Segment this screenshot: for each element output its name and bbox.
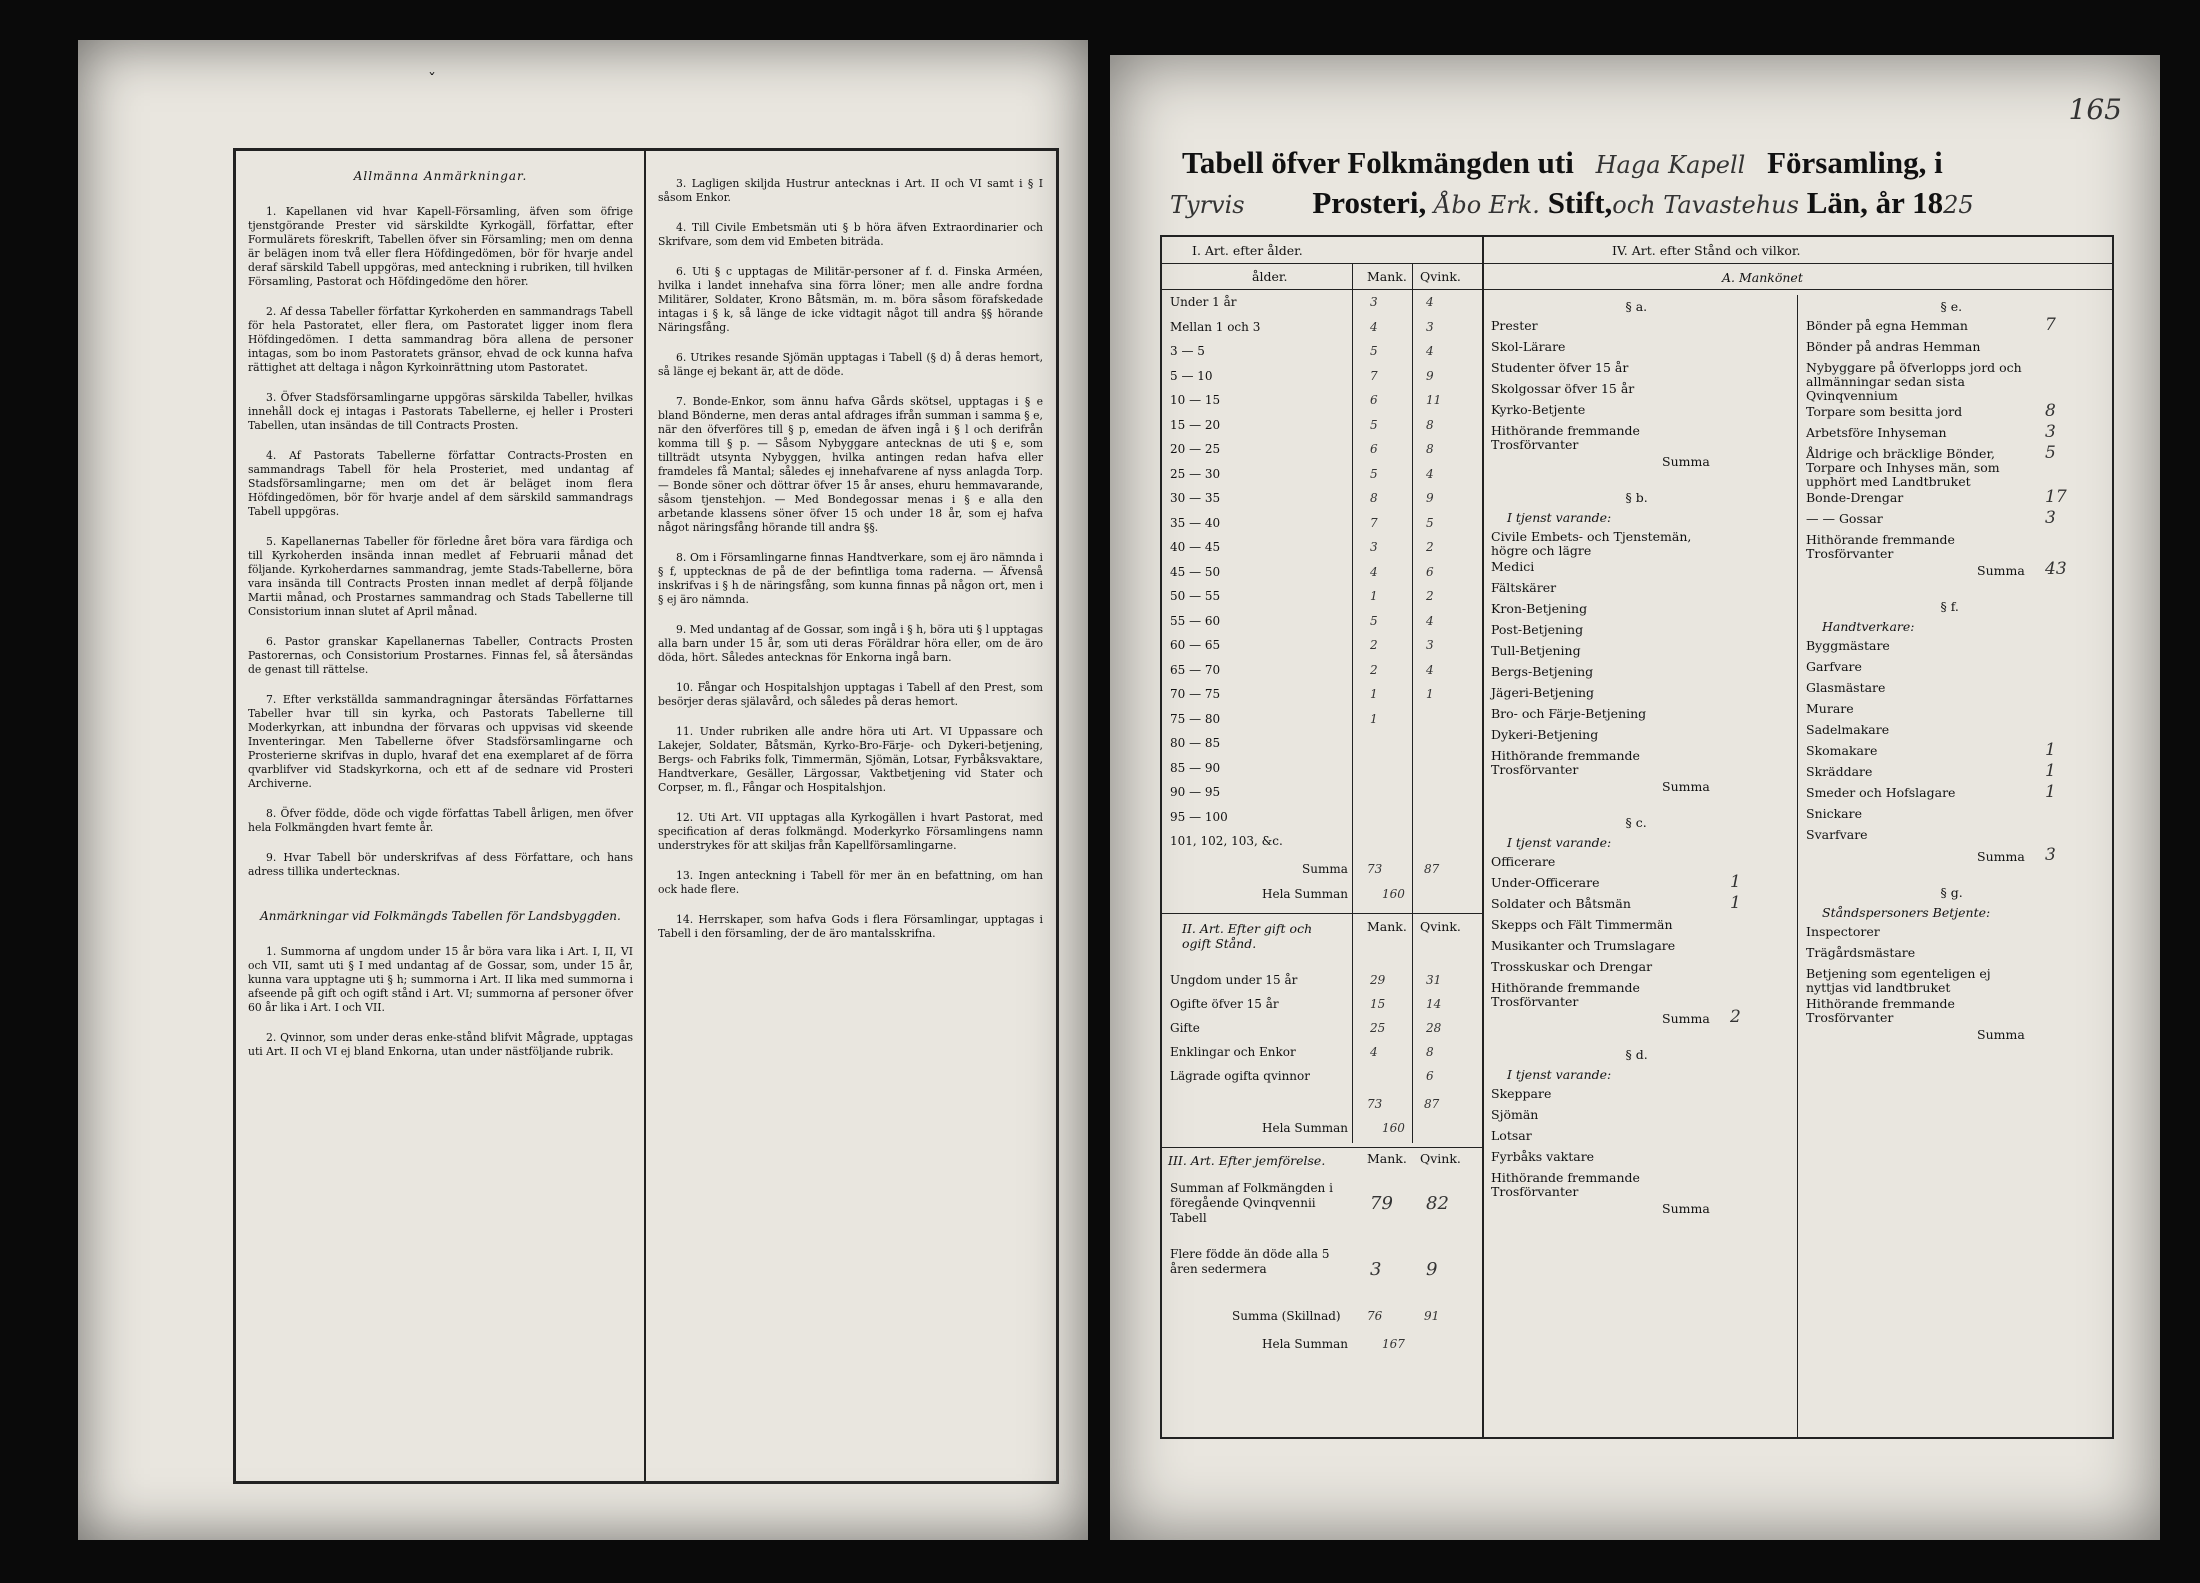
- section-d-item: Hithörande fremmande Trosförvanter: [1491, 1170, 1640, 1199]
- section-e-item: Hithörande fremmande Trosförvanter: [1806, 532, 1955, 561]
- age-row: [1170, 491, 1480, 513]
- title-parish-suffix: Församling, i: [1767, 145, 1943, 180]
- age-label: 70 — 75: [1170, 687, 1221, 701]
- deanery-label: Prosteri,: [1312, 185, 1427, 220]
- art4-title: IV. Art. efter Stånd och vilkor.: [1612, 243, 1801, 258]
- section-f-title: § f.: [1940, 599, 1959, 614]
- male-count: 4: [1370, 1045, 1378, 1059]
- male-count: 5: [1370, 466, 1378, 481]
- section-d-subtitle: I tjenst varande:: [1507, 1067, 1612, 1082]
- section-a-item: Studenter öfver 15 år: [1491, 360, 1629, 375]
- section-e-value: 5: [2045, 443, 2056, 463]
- section-e-title: § e.: [1940, 299, 1963, 314]
- section-f-item: Glasmästare: [1806, 680, 1886, 695]
- age-label: 10 — 15: [1170, 393, 1221, 407]
- notes-column-left: [248, 151, 633, 1075]
- section-g-subtitle: Ståndspersoners Betjente:: [1822, 905, 1991, 920]
- table-title-line-1: [1182, 145, 1943, 181]
- section-e-value: 7: [2045, 315, 2056, 335]
- art4-sub-line: [1482, 289, 2112, 290]
- general-notes: [248, 205, 633, 879]
- note-continued-7: 9. Med undantag af de Gossar, som ingå i § h, böra uti § l upptagas alla barn under 15 år, som uti deras Föräldrar höra eller, om de äro döda, hört. Således antecknas för Enkorna ingå barn.: [658, 623, 1043, 664]
- art1-hela-label: Hela Summan: [1262, 887, 1348, 901]
- art3-summa-male: 76: [1367, 1309, 1383, 1323]
- major-divider: [1482, 237, 1484, 1437]
- age-row: [1170, 614, 1480, 636]
- section-g-item: Trägårdsmästare: [1806, 945, 1916, 960]
- male-count: 25: [1370, 1021, 1386, 1035]
- note-continued-10: 12. Uti Art. VII upptagas alla Kyrkogällen i hvart Pastorat, med specification af deras folkmängd. Moderkyrko Församlingens namn understrykes för att skiljas från Kapellförsamlingarne.: [658, 811, 1043, 852]
- section-a-item: Kyrko-Betjente: [1491, 402, 1586, 417]
- age-label: 3 — 5: [1170, 344, 1205, 358]
- female-count: 31: [1426, 973, 1442, 987]
- note-continued-8: 10. Fångar och Hospitalshjon upptagas i Tabell af den Prest, som besörjer deras själavård, och således på deras hemort.: [658, 681, 1043, 708]
- section-g-item: Inspectorer: [1806, 924, 1880, 939]
- art2-title: II. Art. Efter gift och ogift Stånd.: [1182, 921, 1313, 951]
- female-count: 9: [1426, 1259, 1438, 1280]
- section-d-item: Skeppare: [1491, 1086, 1552, 1101]
- section-b-item: Jägeri-Betjening: [1491, 685, 1595, 700]
- section-c-item: Musikanter och Trumslagare: [1491, 938, 1676, 953]
- comparison-label: Summan af Folkmängden i föregående Qvinqvennii Tabell: [1170, 1181, 1333, 1225]
- section-e-item: Arbetsföre Inhyseman: [1806, 425, 1947, 440]
- section-a-title: § a.: [1625, 299, 1648, 314]
- section-g-summa-label: Summa: [1977, 1027, 2025, 1042]
- general-note-1: 1. Kapellanen vid hvar Kapell-Församling, äfven som öfrige tjenstgörande Prester vid särskildte Kyrkogäll, författar, efter Formulärets föreskrift, Tabellen öfver sin Församling; men om denna är belägen inom två eller flera Höfdingedömen, bör för hvarje andel deraf särskild Tabell uppgöras, med anteckning i rubriken, till hvilken Församling, Pastorat och Höfdingedöme den hörer.: [248, 205, 633, 288]
- age-label: 30 — 35: [1170, 491, 1221, 505]
- note-continued-9: 11. Under rubriken alle andre höra uti Art. VI Uppassare och Lakejer, Soldater, Båtsmän, Kyrko-Bro-Färje- och Dykeri-betjening, Bergs- och Fabriks folk, Timmermän, Sjömän, Lotsar, Fyrbåksvaktare, Handtverkare, Gesäller, Lärgossar, Vaktbetjening vid Stater och Corpser, m. fl., Fångar och Hospitalshjon.: [658, 725, 1043, 794]
- section-b-item: Post-Betjening: [1491, 622, 1584, 637]
- section-b-item: Bergs-Betjening: [1491, 664, 1594, 679]
- section-a-item: Hithörande fremmande Trosförvanter: [1491, 423, 1640, 452]
- age-row: [1170, 663, 1480, 685]
- female-count: 8: [1426, 442, 1434, 456]
- section-a-summa-label: Summa: [1662, 454, 1710, 469]
- section-c-summa-label: Summa: [1662, 1011, 1710, 1026]
- age-label: Mellan 1 och 3: [1170, 319, 1261, 334]
- general-note-6: 6. Pastor granskar Kapellanernas Tabeller, Contracts Prosten Pastorernas, och Consistorium Prostarnes. Finnas fel, så återsändas de genast till rättelse.: [248, 635, 633, 676]
- age-row: [1170, 393, 1480, 415]
- section-d-item: Sjömän: [1491, 1107, 1539, 1122]
- age-label: 35 — 40: [1170, 515, 1221, 530]
- female-count: 3: [1426, 638, 1434, 652]
- age-row: [1170, 418, 1480, 440]
- year-value: 25: [1943, 191, 1974, 219]
- age-row: [1170, 442, 1480, 464]
- age-row: [1170, 516, 1480, 538]
- diocese-label: Stift,: [1547, 185, 1613, 220]
- art2-hela-label: Hela Summan: [1262, 1121, 1348, 1135]
- note-continued-6: 8. Om i Församlingarne finnas Handtverkare, som ej äro nämnda i § f, upptecknas de på de der befintliga toma raderna. — Äfvenså inskrifvas i § h de näringsfång, som kunna finnas på någon ort, men i § ej äro nämnda.: [658, 551, 1043, 606]
- section-c-item: Officerare: [1491, 854, 1556, 869]
- female-count: 4: [1426, 662, 1434, 677]
- male-count: 2: [1370, 638, 1378, 652]
- section-b-item: Kron-Betjening: [1491, 601, 1588, 616]
- notes-frame: [233, 148, 1059, 1484]
- male-count: 1: [1370, 687, 1378, 701]
- note-continued-4: 6. Utrikes resande Sjömän upptagas i Tabell (§ d) å deras hemort, så länge ej bekant är, att de döde.: [658, 351, 1043, 378]
- section-b-subtitle: I tjenst varande:: [1507, 510, 1612, 525]
- male-count: 1: [1370, 589, 1378, 603]
- female-count: 6: [1426, 564, 1434, 579]
- art1-line: [1162, 263, 1482, 264]
- section-e-item: — — Gossar: [1806, 511, 1883, 526]
- parish-name: Haga Kapell: [1595, 151, 1746, 179]
- age-label: Under 1 år: [1170, 295, 1237, 309]
- section-f-item: Murare: [1806, 701, 1854, 716]
- art1-line-2: [1162, 289, 1482, 290]
- art1-hela-row: [1162, 887, 1482, 909]
- section-f-summa-label: Summa: [1977, 849, 2025, 864]
- section-e-item: Bonde-Drengar: [1806, 490, 1904, 505]
- age-row: [1170, 638, 1480, 660]
- age-row: [1170, 589, 1480, 611]
- page-number: 165: [2068, 93, 2122, 126]
- male-count: 3: [1370, 540, 1378, 554]
- male-count: 7: [1370, 515, 1378, 530]
- county-name: och Tavastehus: [1612, 191, 1799, 219]
- age-label: 95 — 100: [1170, 809, 1228, 824]
- section-e-value: 3: [2045, 422, 2056, 442]
- section-f-item: Smeder och Hofslagare: [1806, 785, 1956, 800]
- age-row: [1170, 736, 1480, 758]
- section-d-item: Fyrbåks vaktare: [1491, 1149, 1595, 1164]
- art2-hela-row: [1162, 1121, 1482, 1143]
- male-count: 4: [1370, 319, 1378, 334]
- art2-hela-value: 160: [1382, 1121, 1405, 1135]
- column-divider: [644, 151, 646, 1481]
- section-c-value: 1: [1730, 893, 1741, 913]
- female-count: 1: [1426, 687, 1434, 701]
- section-b-item: Tull-Betjening: [1491, 643, 1581, 658]
- section-f-item: Sadelmakare: [1806, 722, 1890, 737]
- marital-row: [1170, 1045, 1480, 1067]
- section-b-summa-label: Summa: [1662, 779, 1710, 794]
- art1-summa-label: Summa: [1302, 862, 1348, 876]
- section-f-value: 1: [2045, 761, 2056, 781]
- section-f-value: 1: [2045, 740, 2056, 760]
- female-count: 9: [1426, 368, 1434, 383]
- female-count: 82: [1426, 1193, 1449, 1214]
- age-row: [1170, 687, 1480, 709]
- section-b-title: § b.: [1625, 490, 1648, 505]
- art1-summa-male: 73: [1367, 862, 1383, 876]
- art4-subtitle: A. Mankönet: [1722, 270, 1803, 285]
- male-count: 29: [1370, 973, 1386, 987]
- section-a-item: Skol-Lärare: [1491, 339, 1566, 354]
- male-count: 79: [1370, 1193, 1393, 1214]
- art2-female-header: Qvink.: [1420, 919, 1461, 934]
- female-count: 4: [1426, 466, 1434, 481]
- age-row: [1170, 565, 1480, 587]
- section-d-item: Lotsar: [1491, 1128, 1532, 1143]
- age-label: 90 — 95: [1170, 785, 1221, 799]
- female-count: 3: [1426, 319, 1434, 334]
- general-note-3: 3. Öfver Stadsförsamlingarne uppgöras särskilda Tabeller, hvilkas innehåll dock ej intagas i Pastorats Tabellerne, ej heller i Prosteri Tabellen, utan insändas de till Contracts Prosten.: [248, 391, 633, 432]
- age-row: [1170, 344, 1480, 366]
- art2-summa-male: 73: [1367, 1097, 1383, 1111]
- age-label: 40 — 45: [1170, 540, 1221, 554]
- marital-label: Gifte: [1170, 1021, 1200, 1035]
- section-c-item: Trosskuskar och Drengar: [1491, 959, 1653, 974]
- note-continued-1: 3. Lagligen skiljda Hustrur antecknas i Art. II och VI samt i § I såsom Enkor.: [658, 177, 1043, 204]
- art1-hela-value: 160: [1382, 887, 1405, 901]
- age-label: 45 — 50: [1170, 564, 1221, 579]
- male-count: 4: [1370, 564, 1378, 579]
- art3-hela-row: [1162, 1337, 1482, 1359]
- diocese-name: Åbo Erk.: [1434, 191, 1540, 219]
- section-b-item: Hithörande fremmande Trosförvanter: [1491, 748, 1640, 777]
- male-count: 7: [1370, 368, 1378, 383]
- section-f-item: Garfvare: [1806, 659, 1862, 674]
- general-note-9: 9. Hvar Tabell bör underskrifvas af dess Författare, och hans adress tillika undertecknas.: [248, 851, 633, 878]
- art2-top-line: [1162, 913, 1482, 914]
- section-c-value: 1: [1730, 872, 1741, 892]
- age-row: [1170, 467, 1480, 489]
- marital-row: [1170, 1021, 1480, 1043]
- section-g-item: Hithörande fremmande Trosförvanter: [1806, 996, 1955, 1025]
- section-c-summa-value: 2: [1730, 1007, 1741, 1027]
- general-note-2: 2. Af dessa Tabeller författar Kyrkoherden en sammandrags Tabell för hela Pastoratet, eller flera, om Pastoratet ligger inom flera Höfdingedömen. I detta sammandrag böra allena de personer intagas, som bo inom Pastoratets gränsor, ehvad de ock kunna hafva rättighet att deltaga i någon Kyrkoinrättning utom Pastoratet.: [248, 305, 633, 374]
- art1-female-header: Qvink.: [1420, 269, 1461, 284]
- left-page: [78, 40, 1088, 1540]
- section-e-value: 3: [2045, 508, 2056, 528]
- female-count: 2: [1426, 589, 1434, 603]
- deanery-name: Tyrvis: [1170, 191, 1245, 219]
- art1-age-header: ålder.: [1252, 269, 1288, 284]
- art3-female-header: Qvink.: [1420, 1151, 1461, 1166]
- male-count: 2: [1370, 662, 1378, 677]
- female-count: 4: [1426, 295, 1434, 309]
- table-title-line-2: [1170, 185, 1974, 221]
- section-c-subtitle: I tjenst varande:: [1507, 835, 1612, 850]
- general-note-5: 5. Kapellanernas Tabeller för förledne året böra vara färdiga och till Kyrkoherden insända innan medlet af Februarii månad det följande. Kyrkoherdarnes sammandrag, jemte Stads-Tabellerne, böra vara insända till Contracts Prosten innan medlet af derpå följande Martii månad, och Prostarnes sammandrag och Stads Tabellerne till Consistorium innan slutet af April månad.: [248, 535, 633, 618]
- section-b-item: Medici: [1491, 559, 1535, 574]
- section-e-value: 17: [2045, 487, 2067, 507]
- female-count: 8: [1426, 1045, 1434, 1059]
- art3-male-header: Mank.: [1367, 1151, 1407, 1166]
- age-row: [1170, 810, 1480, 832]
- art2-summa-female: 87: [1424, 1097, 1440, 1111]
- age-label: 101, 102, 103, &c.: [1170, 834, 1283, 848]
- age-label: 75 — 80: [1170, 711, 1221, 726]
- female-count: 14: [1426, 997, 1442, 1011]
- section-e-item: Åldrige och bräcklige Bönder, Torpare och Inhyses män, som upphört med Landtbruket: [1806, 446, 2000, 489]
- age-label: 15 — 20: [1170, 417, 1221, 432]
- age-row: [1170, 320, 1480, 342]
- age-row: [1170, 761, 1480, 783]
- marital-label: Ogifte öfver 15 år: [1170, 997, 1279, 1011]
- art3-title: III. Art. Efter jemförelse.: [1168, 1153, 1326, 1168]
- note-continued-11: 13. Ingen anteckning i Tabell för mer än en befattning, om han ock hade flere.: [658, 869, 1043, 896]
- general-note-7: 7. Efter verkställda sammandragningar återsändas Författarnes Tabeller hvar till sin kyrka, och Pastorats Tabellerne till Moderkyrkan, att inbundna der förvaras och uppvisas vid skeende Inventeringar. Men Tabellerne öfver Stadsförsamlingarne och Prosterierne skrifvas in duplo, hvaraf det ena exemplaret af de förra qvarblifver vid Stadskyrkorna, och ett af de sednare vid Prosteri Archiverne.: [248, 693, 633, 790]
- age-label: 50 — 55: [1170, 589, 1221, 603]
- section-e-summa-label: Summa: [1977, 563, 2025, 578]
- section-b-item: Bro- och Färje-Betjening: [1491, 706, 1647, 721]
- age-label: 55 — 60: [1170, 613, 1221, 628]
- art3-hela-label: Hela Summan: [1262, 1337, 1348, 1351]
- general-note-4: 4. Af Pastorats Tabellerne författar Contracts-Prosten en sammandrags Tabell för hela Prosteriet, med undantag af Stadsförsamlingarne; men om det är beläget inom flera Höfdingedömen, bör för hvarje andel af dem särskild sammandrags Tabell uppgöras.: [248, 449, 633, 518]
- female-count: 5: [1426, 515, 1434, 530]
- art2-male-header: Mank.: [1367, 919, 1407, 934]
- section-g-item: Betjening som egenteligen ej nyttjas vid landtbruket: [1806, 966, 1991, 995]
- section-f-summa-value: 3: [2045, 845, 2056, 865]
- art1-title: I. Art. efter ålder.: [1192, 243, 1303, 258]
- section-f-value: 1: [2045, 782, 2056, 802]
- countryside-note-2: 2. Qvinnor, som under deras enke-stånd blifvit Mågrade, upptagas uti Art. II och VI ej bland Enkorna, utan under nästföljande rubrik.: [248, 1031, 633, 1058]
- section-e-item: Torpare som besitta jord: [1806, 404, 1963, 419]
- notes-heading: Allmänna Anmärkningar.: [353, 169, 528, 183]
- art4-head-line: [1482, 263, 2112, 264]
- pencil-mark: ˇ: [428, 70, 436, 89]
- note-continued-2: 4. Till Civile Embetsmän uti § b höra äfven Extraordinarier och Skrifvare, som dem vid Embeten biträda.: [658, 221, 1043, 248]
- age-row: [1170, 712, 1480, 734]
- note-continued-3: 6. Uti § c upptagas de Militär-personer af f. d. Finska Arméen, hvilka i landet innehafva sina förra löner; men alle andre fordna Militärer, Soldater, Krono Båtsmän, m. m. böra såsom förafskedade intagas i § k, så länge de icke vidtagit något till andra §§ hörande Näringsfång.: [658, 265, 1043, 334]
- general-note-8: 8. Öfver födde, döde och vigde författas Tabell årligen, men öfver hela Folkmängden hvart femte år.: [248, 807, 633, 834]
- age-label: 5 — 10: [1170, 368, 1213, 383]
- age-row: [1170, 295, 1480, 317]
- section-g-title: § g.: [1940, 885, 1963, 900]
- section-d-title: § d.: [1625, 1047, 1648, 1062]
- art4-divider: [1797, 295, 1798, 1437]
- female-count: 6: [1426, 1069, 1434, 1083]
- section-c-item: Hithörande fremmande Trosförvanter: [1491, 980, 1640, 1009]
- marital-row: [1170, 973, 1480, 995]
- female-count: 2: [1426, 540, 1434, 554]
- male-count: 3: [1370, 295, 1378, 309]
- comparison-label: Flere födde än döde alla 5 åren sedermera: [1170, 1247, 1330, 1276]
- age-row: [1170, 540, 1480, 562]
- art3-summa-female: 91: [1424, 1309, 1440, 1323]
- age-row: [1170, 785, 1480, 807]
- comparison-row: [1170, 1247, 1480, 1307]
- section-e-item: Nybyggare på öfverlopps jord och allmänningar sedan sista Qvinqvennium: [1806, 360, 2022, 403]
- female-count: 9: [1426, 491, 1434, 505]
- male-count: 5: [1370, 613, 1378, 628]
- male-count: 5: [1370, 344, 1378, 358]
- countryside-note-1: 1. Summorna af ungdom under 15 år böra vara lika i Art. I, II, VI och VII, samt uti § I med undantag af de Gossar, som, under 15 år, kunna vara upptagne uti § h; summorna i Art. II lika med summorna i afseende på gift och ogift stånd i Art. VI; summorna af personer öfver 60 år lika i Art. I och VII.: [248, 945, 633, 1014]
- section-c-item: Skepps och Fält Timmermän: [1491, 917, 1673, 932]
- art3-summa-row: [1162, 1309, 1482, 1331]
- countryside-notes: [248, 945, 633, 1059]
- art1-summa-female: 87: [1424, 862, 1440, 876]
- section-f-subtitle: Handtverkare:: [1822, 619, 1915, 634]
- male-count: 1: [1370, 711, 1378, 726]
- age-label: 60 — 65: [1170, 638, 1221, 652]
- section-b-item: Fältskärer: [1491, 580, 1557, 595]
- county-year-label: Län, år 18: [1806, 185, 1944, 220]
- male-count: 6: [1370, 393, 1378, 407]
- female-count: 4: [1426, 613, 1434, 628]
- section-b-item: Civile Embets- och Tjenstemän, högre och lägre: [1491, 529, 1692, 558]
- section-f-item: Svarfvare: [1806, 827, 1868, 842]
- section-f-item: Skomakare: [1806, 743, 1878, 758]
- section-c-item: Under-Officerare: [1491, 875, 1600, 890]
- population-form: [1160, 235, 2114, 1439]
- notes-column-right: [658, 151, 1043, 957]
- section-f-item: Snickare: [1806, 806, 1863, 821]
- male-count: 6: [1370, 442, 1378, 456]
- section-f-item: Byggmästare: [1806, 638, 1890, 653]
- male-count: 15: [1370, 997, 1386, 1011]
- section-a-item: Skolgossar öfver 15 år: [1491, 381, 1635, 396]
- marital-row: [1170, 997, 1480, 1019]
- notes-continued: [658, 177, 1043, 941]
- male-count: 8: [1370, 491, 1378, 505]
- section-e-item: Bönder på andras Hemman: [1806, 339, 1981, 354]
- countryside-notes-heading: Anmärkningar vid Folkmängds Tabellen för Landsbyggden.: [260, 909, 621, 923]
- male-count: 3: [1370, 1259, 1382, 1280]
- note-continued-5: 7. Bonde-Enkor, som ännu hafva Gårds skötsel, upptagas i § e bland Bönderne, men deras antal afdrages ifrån summan i samma § e, när den öfverföres till § p, emedan de äfven ingå i § l och derifrån komma till § p. — Såsom Nybyggare antecknas de uti § e, som tillträdt utsynta Nybyggen, hvilka antingen redan hafva eller framdeles få Mantal; således ej innehafvarene af nyss anlagda Torp. — Bonde söner och döttrar öfver 15 år anses, ehuru hemmavarande, såsom tjenstehjon. — Med Bondegossar menas i § e alla den arbetande klassens söner öfver 15 och under 18 år, som ej hafva något näringsfång hörande till andra §§.: [658, 395, 1043, 534]
- section-e-item: Bönder på egna Hemman: [1806, 318, 1968, 333]
- art1-summa-row: [1162, 862, 1482, 884]
- art2-summa-row: [1162, 1097, 1482, 1119]
- section-b-item: Dykeri-Betjening: [1491, 727, 1599, 742]
- section-a-item: Prester: [1491, 318, 1538, 333]
- section-e-summa-value: 43: [2045, 559, 2067, 579]
- female-count: 4: [1426, 344, 1434, 358]
- section-c-item: Soldater och Båtsmän: [1491, 896, 1631, 911]
- age-label: 20 — 25: [1170, 442, 1221, 456]
- age-label: 25 — 30: [1170, 466, 1221, 481]
- marital-label: Enklingar och Enkor: [1170, 1045, 1296, 1059]
- title-text: Tabell öfver Folkmängden uti: [1182, 145, 1574, 180]
- comparison-row: [1170, 1181, 1480, 1241]
- age-label: 85 — 90: [1170, 760, 1221, 775]
- section-d-summa-label: Summa: [1662, 1201, 1710, 1216]
- art1-male-header: Mank.: [1367, 269, 1407, 284]
- female-count: 11: [1426, 393, 1442, 407]
- art3-summa-label: Summa (Skillnad): [1232, 1309, 1341, 1323]
- age-row: [1170, 369, 1480, 391]
- note-continued-12: 14. Herrskaper, som hafva Gods i flera Församlingar, upptagas i Tabell i den församling, der de äro mantalsskrifna.: [658, 913, 1043, 940]
- right-page: [1110, 55, 2160, 1540]
- marital-label: Lägrade ogifta qvinnor: [1170, 1069, 1310, 1083]
- section-e-value: 8: [2045, 401, 2056, 421]
- art3-top-line: [1162, 1147, 1482, 1148]
- female-count: 28: [1426, 1021, 1442, 1035]
- art3-hela-value: 167: [1382, 1337, 1405, 1351]
- marital-label: Ungdom under 15 år: [1170, 973, 1298, 987]
- section-c-title: § c.: [1625, 815, 1647, 830]
- section-f-item: Skräddare: [1806, 764, 1873, 779]
- marital-row: [1170, 1069, 1480, 1091]
- female-count: 8: [1426, 417, 1434, 432]
- male-count: 5: [1370, 417, 1378, 432]
- age-row: [1170, 834, 1480, 856]
- age-label: 65 — 70: [1170, 662, 1221, 677]
- age-label: 80 — 85: [1170, 736, 1221, 750]
